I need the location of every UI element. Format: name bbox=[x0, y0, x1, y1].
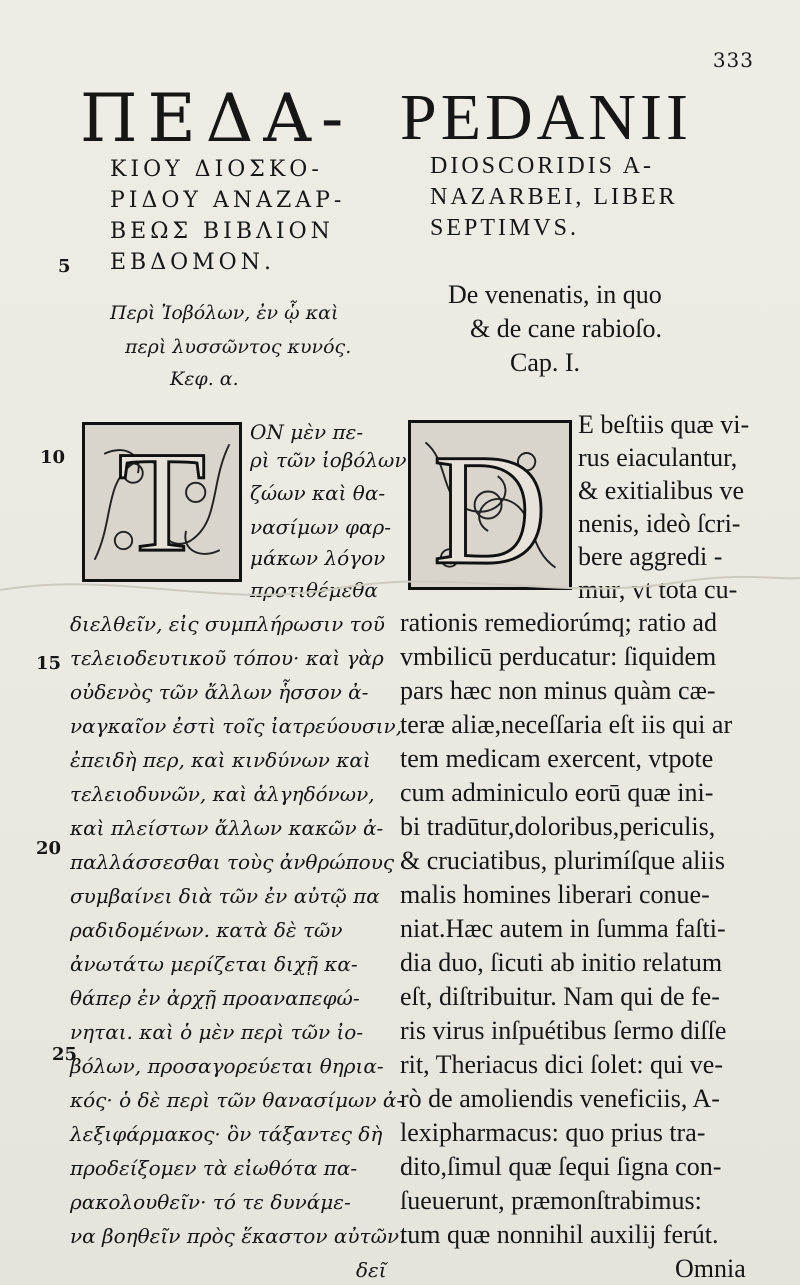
decorated-initial-t bbox=[82, 422, 242, 582]
line-number: 25 bbox=[52, 1044, 78, 1065]
latin-body-line: rationis remediorúmq; ratio ad bbox=[400, 608, 717, 637]
greek-body-line: συμβαίνει διὰ τῶν ἐν αὐτῷ πα bbox=[70, 884, 380, 908]
greek-body-line: ραδιδομένων. κατὰ δὲ τῶν bbox=[70, 918, 343, 942]
greek-body-line: να βοηθεῖν πρὸς ἕκαστον αὐτῶν. bbox=[70, 1224, 406, 1248]
latin-body-line: rus eiaculantur, bbox=[578, 443, 738, 472]
greek-body-line: κός· ὁ δὲ περὶ τῶν θανασίμων ἀ- bbox=[70, 1088, 404, 1112]
greek-heading-line: ΡΙΔΟΥ ΑΝΑΖΑΡ- bbox=[110, 188, 346, 213]
page-number: 333 bbox=[712, 48, 754, 72]
latin-body-line: bere aggredi - bbox=[578, 542, 723, 571]
svg-text:T: T bbox=[117, 425, 207, 579]
floral-ornament-icon bbox=[85, 425, 239, 579]
greek-body-line: τελειοδευτικοῦ τόπου· καὶ γὰρ bbox=[70, 646, 384, 670]
greek-body-line: καὶ πλείστων ἄλλων κακῶν ἀ- bbox=[70, 816, 384, 840]
latin-body-line: niat.Hæc autem in ſumma faſti- bbox=[400, 914, 726, 943]
latin-body-line: pars hæc non minus quàm cæ- bbox=[400, 676, 716, 705]
greek-title: ΠΕΔΑ- bbox=[80, 80, 354, 157]
catchword: Omnia bbox=[675, 1254, 746, 1283]
latin-body-line: mur, vt tota cu- bbox=[578, 575, 738, 604]
latin-body-line: ris virus inſpuétibus ſermo diſſe bbox=[400, 1016, 727, 1045]
latin-subtitle-line: Cap. I. bbox=[510, 348, 581, 377]
greek-body-line: νασίμων φαρ- bbox=[250, 515, 392, 539]
latin-heading-line: SEPTIMVS. bbox=[430, 215, 580, 241]
greek-body-line: προτιθέμεθα bbox=[250, 578, 378, 602]
floral-ornament-icon bbox=[411, 423, 569, 587]
greek-body-line: τελειοδυνῶν, καὶ ἀλγηδόνων, bbox=[70, 782, 375, 806]
latin-body-line: nenis, ideò ſcri- bbox=[578, 509, 741, 538]
latin-heading-line: DIOSCORIDIS A- bbox=[430, 153, 655, 179]
greek-body-line: ἀνωτάτω μερίζεται διχῇ κα- bbox=[70, 952, 358, 976]
greek-body-line: προδείξομεν τὰ εἰωθότα πα- bbox=[70, 1156, 358, 1180]
greek-body-line: ρὶ τῶν ἰοβόλων bbox=[250, 448, 407, 472]
greek-body-line: ζώων καὶ θα- bbox=[250, 481, 386, 505]
latin-heading-line: NAZARBEI, LIBER bbox=[430, 184, 678, 210]
decorated-initial-d bbox=[408, 420, 572, 590]
latin-body-line: rit, Theriacus dici ſolet: qui ve- bbox=[400, 1050, 723, 1079]
line-number: 15 bbox=[36, 653, 62, 674]
greek-body-line: οὐδενὸς τῶν ἄλλων ἧσσον ἀ- bbox=[70, 680, 369, 704]
greek-heading-line: ΒΕΩΣ ΒΙΒΛΙΟΝ bbox=[110, 219, 334, 244]
latin-body-line: rò de amoliendis veneficiis, A- bbox=[400, 1084, 720, 1113]
latin-body-line: cum adminiculo eorū quæ ini- bbox=[400, 778, 714, 807]
latin-body-line: lexipharmacus: quo prius tra- bbox=[400, 1118, 706, 1147]
latin-subtitle-line: & de cane rabioſo. bbox=[470, 314, 663, 343]
greek-subtitle-line: περὶ λυσσῶντος κυνός. bbox=[125, 336, 352, 358]
greek-body-line: ΟΝ μὲν πε- bbox=[250, 420, 364, 444]
latin-body-line: eſt, diſtribuitur. Nam qui de fe- bbox=[400, 982, 720, 1011]
greek-subtitle-line: Κεφ. α. bbox=[170, 368, 239, 390]
greek-body-line: μάκων λόγον bbox=[250, 546, 386, 570]
latin-body-line: teræ aliæ,neceſſaria eſt iis qui ar bbox=[400, 710, 733, 739]
latin-title: PEDANII bbox=[400, 81, 692, 154]
svg-text:D: D bbox=[432, 423, 548, 587]
latin-body-line: & cruciatibus, plurimíſque aliis bbox=[400, 846, 725, 875]
line-number: 20 bbox=[36, 838, 62, 859]
latin-body-line: tum quæ nonnihil auxilij ferút. bbox=[400, 1220, 719, 1249]
latin-body-line: dito,ſimul quæ ſequi ſigna con- bbox=[400, 1152, 722, 1181]
latin-body-line: bi tradūtur,doloribus,periculis, bbox=[400, 812, 716, 841]
greek-body-line: διελθεῖν, εἰς συμπλήρωσιν τοῦ bbox=[70, 612, 385, 636]
greek-heading-line: ΕΒΔΟΜΟΝ. bbox=[110, 250, 275, 275]
greek-body-line: ἐπειδὴ περ, καὶ κινδύνων καὶ bbox=[70, 748, 371, 772]
greek-body-line: ρακολουθεῖν· τό τε δυνάμε- bbox=[70, 1190, 351, 1214]
greek-body-line: θάπερ ἐν ἀρχῇ προαναπεφώ- bbox=[70, 986, 360, 1010]
greek-body-line: λεξιφάρμακος· ὃν τάξαντες δὴ bbox=[70, 1122, 383, 1146]
latin-body-line: tem medicam exercent, vtpote bbox=[400, 744, 714, 773]
greek-heading-line: ΚΙΟΥ ΔΙΟΣΚΟ- bbox=[110, 157, 323, 182]
latin-body-line: & exitialibus ve bbox=[578, 476, 745, 505]
latin-body-line: malis homines liberari conue- bbox=[400, 880, 710, 909]
latin-body-line: dia duo, ſicuti ab initio relatum bbox=[400, 948, 723, 977]
greek-body-line: ναγκαῖον ἐστὶ τοῖς ἰατρεύουσιν, bbox=[70, 714, 403, 738]
greek-body-line: παλλάσσεσθαι τοὺς ἀνθρώπους bbox=[70, 850, 395, 874]
greek-body-line: βόλων, προσαγορεύεται θηρια- bbox=[70, 1054, 384, 1078]
line-number: 5 bbox=[58, 256, 71, 277]
latin-body-line: vmbilicū perducatur: ſiquidem bbox=[400, 642, 717, 671]
greek-body-line: νηται. καὶ ὁ μὲν περὶ τῶν ἰο- bbox=[70, 1020, 364, 1044]
line-number: 10 bbox=[40, 447, 66, 468]
latin-body-line: ſueuerunt, præmonſtrabimus: bbox=[400, 1186, 702, 1215]
greek-subtitle-line: Περὶ Ἰοβόλων, ἐν ᾧ καὶ bbox=[110, 302, 339, 324]
latin-subtitle-line: De venenatis, in quo bbox=[448, 280, 662, 309]
catchword: δεῖ bbox=[356, 1258, 387, 1282]
latin-body-line: E beſtiis quæ vi- bbox=[578, 410, 750, 439]
